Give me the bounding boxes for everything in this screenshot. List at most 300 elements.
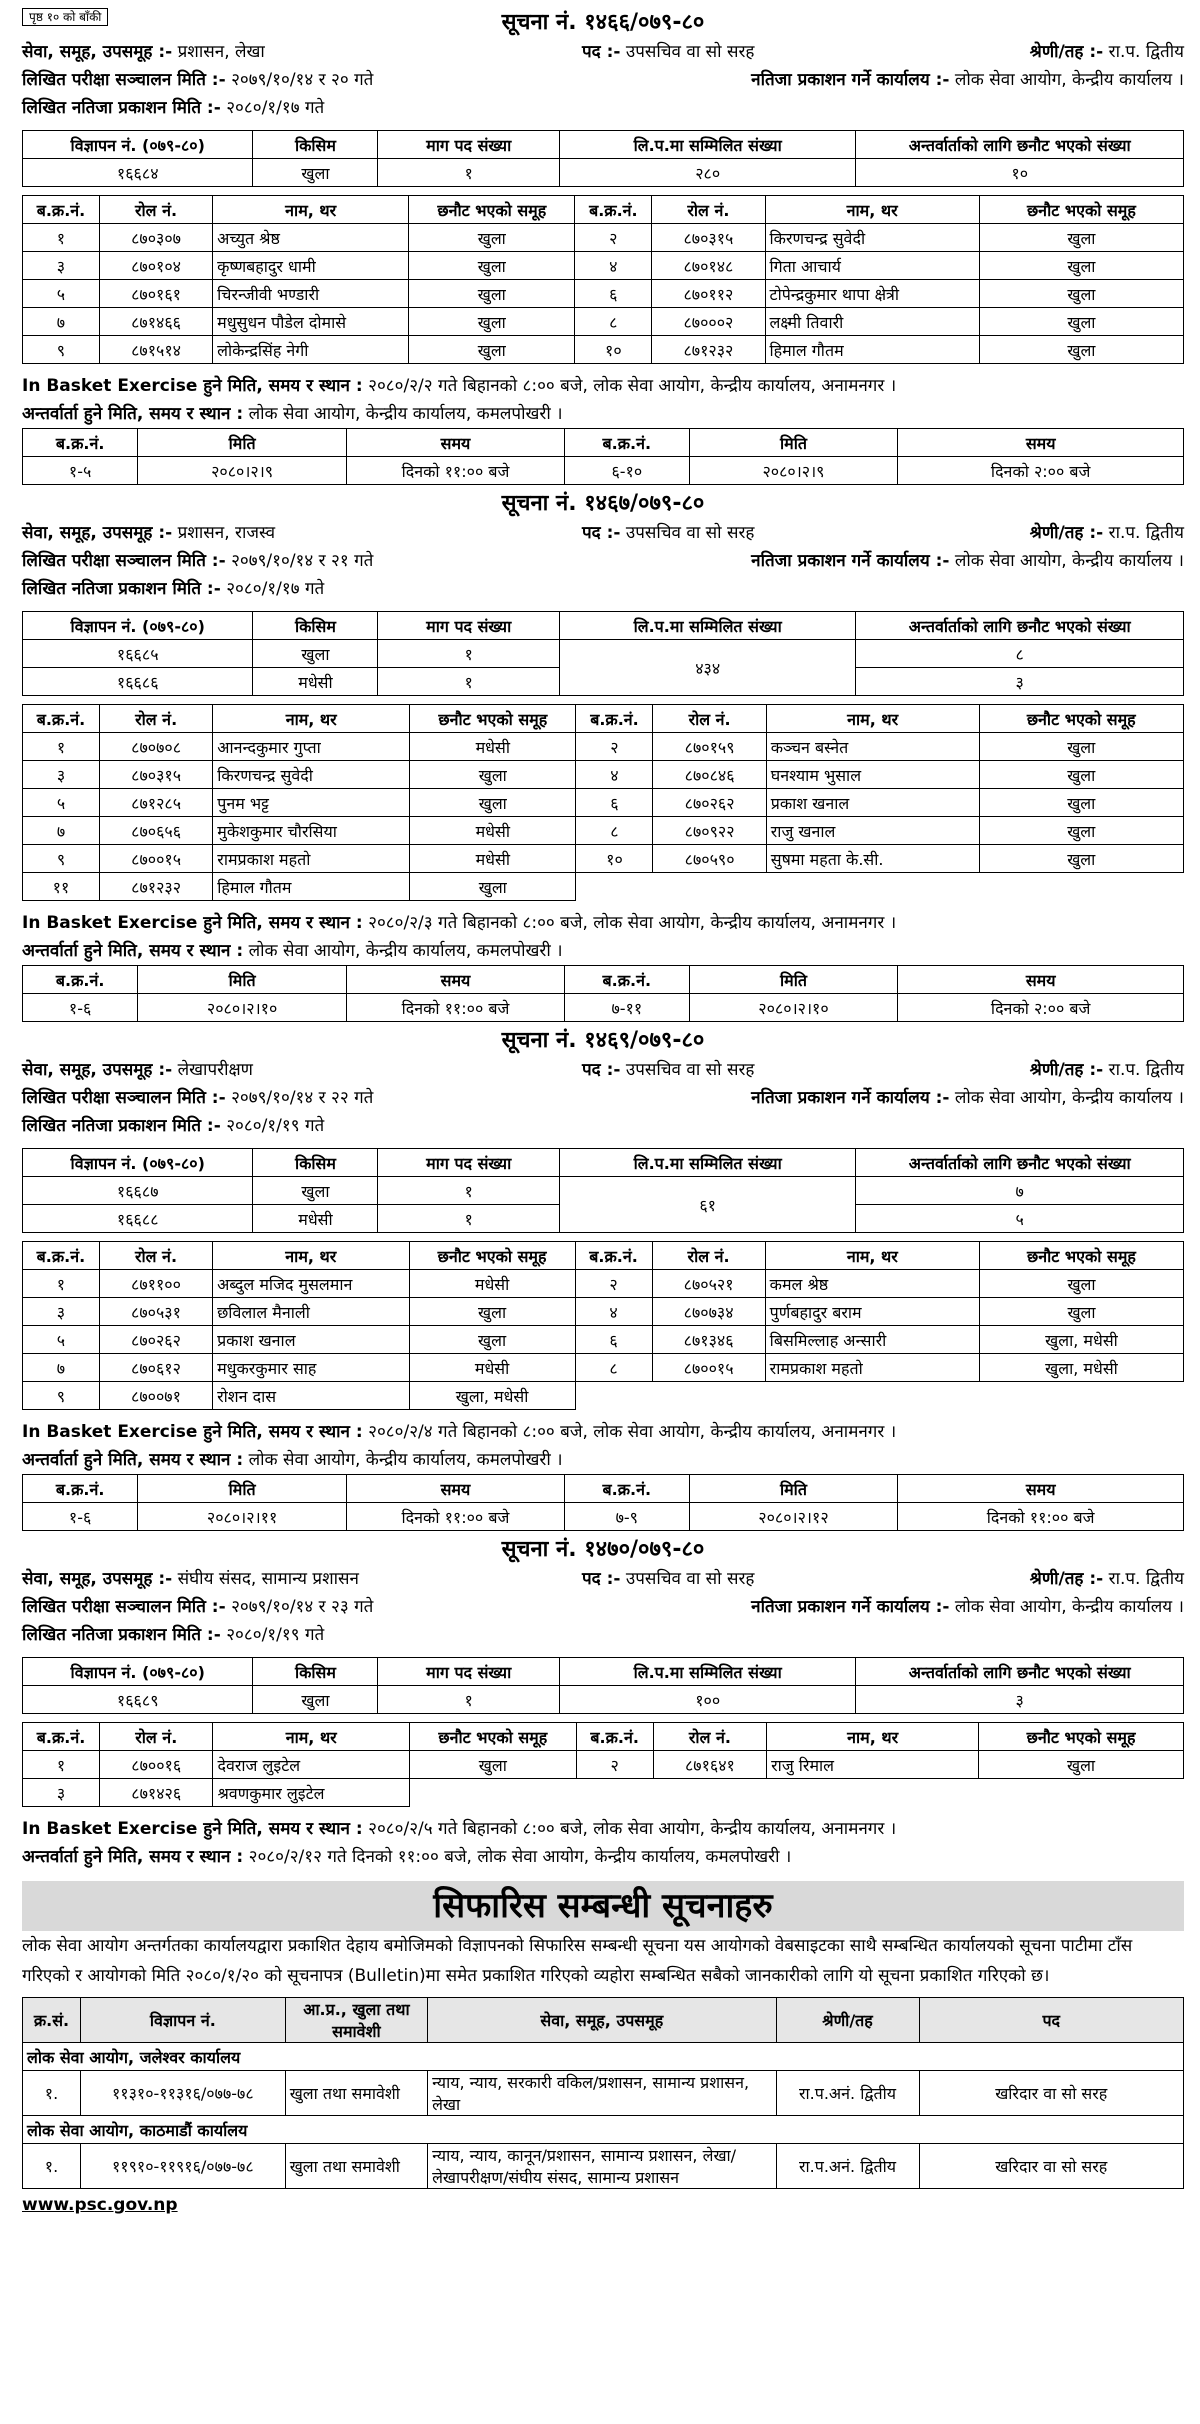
service-label: सेवा, समूह, उपसमूह :- — [22, 523, 173, 543]
table-row — [23, 761, 1184, 789]
table-cell: ८७११०० — [99, 1270, 212, 1298]
class-group — [1030, 519, 1184, 547]
class-label: श्रेणी/तह :- — [1029, 523, 1104, 543]
table-cell: खरिदार वा सो सरह — [919, 2144, 1184, 2189]
table-cell: गिता आचार्य — [765, 252, 979, 280]
table-cell: २०८०।२।१० — [138, 994, 347, 1022]
table-cell — [767, 1779, 979, 1807]
table-cell: खुला — [409, 224, 575, 252]
table-cell: १ — [23, 224, 100, 252]
column-header: छनौट भएको समूह — [979, 1723, 1184, 1751]
table-cell: सुषमा महता के.सी. — [766, 845, 979, 873]
service-value: लेखापरीक्षण — [177, 1060, 253, 1080]
recommendation-table — [22, 1997, 1184, 2189]
column-header: ब.क्र.नं. — [23, 196, 100, 224]
table-cell: ७ — [23, 308, 100, 336]
office-value: लोक सेवा आयोग, केन्द्रीय कार्यालय । — [954, 551, 1184, 571]
column-header: लि.प.मा सम्मिलित संख्या — [559, 612, 855, 640]
column-header: विज्ञापन नं. (०७९-८०) — [23, 612, 253, 640]
column-header: छनौट भएको समूह — [409, 196, 575, 224]
appeared-count: ४३४ — [559, 640, 855, 696]
table-cell: ४ — [576, 761, 653, 789]
notice-title: सूचना नं. १४६७/०७९-८० — [501, 491, 705, 516]
basket-exercise-line — [22, 1418, 1184, 1446]
service-group — [22, 1565, 359, 1593]
notice-meta-row — [22, 547, 1184, 575]
column-header: ब.क्र.नं. — [23, 1723, 100, 1751]
table-cell: खुला — [979, 845, 1183, 873]
table-cell: १ — [378, 668, 560, 696]
table-cell: किरणचन्द्र सुवेदी — [213, 761, 410, 789]
table-cell: खुला — [979, 224, 1183, 252]
candidate-table — [22, 1722, 1184, 1807]
table-cell: ८७०२६२ — [653, 789, 766, 817]
column-header: समय — [346, 966, 564, 994]
table-cell: ७ — [23, 817, 100, 845]
table-cell: रामप्रकाश महतो — [765, 1354, 979, 1382]
table-cell — [653, 873, 766, 901]
column-header: नाम, थर — [213, 196, 409, 224]
table-cell: ८७००७१ — [99, 1382, 212, 1410]
column-header: रोल नं. — [652, 1242, 765, 1270]
notice-meta-row — [22, 1056, 1184, 1084]
appeared-count: ६१ — [559, 1177, 855, 1233]
spacer — [22, 1410, 1184, 1418]
table-cell: बिसमिल्लाह अन्सारी — [765, 1326, 979, 1354]
table-cell: ११ — [23, 873, 100, 901]
post-label: पद :- — [582, 1060, 621, 1080]
table-cell — [766, 873, 979, 901]
table-cell: ६ — [575, 280, 652, 308]
table-cell: देवराज लुइटेल — [213, 1751, 410, 1779]
column-header: रोल नं. — [653, 1723, 766, 1751]
selected-count: ८ — [856, 640, 1184, 668]
table-cell: दिनको ११:०० बजे — [346, 457, 564, 485]
table-cell: ८७१२३२ — [99, 873, 212, 901]
advertisement-table — [22, 1148, 1184, 1233]
table-cell: मधुकरकुमार साह — [213, 1354, 409, 1382]
selected-count: ७ — [856, 1177, 1184, 1205]
table-row — [23, 1298, 1184, 1326]
table-cell: खरिदार वा सो सरह — [919, 2071, 1184, 2116]
office-label: नतिजा प्रकाशन गर्ने कार्यालय :- — [751, 1088, 950, 1108]
basket-exercise-line — [22, 1815, 1184, 1843]
table-row — [23, 1177, 1184, 1205]
advertisement-table — [22, 1657, 1184, 1714]
column-header: सेवा, समूह, उपसमूह — [428, 1998, 776, 2043]
table-cell — [653, 1779, 766, 1807]
post-label: पद :- — [582, 523, 621, 543]
notice-title: सूचना नं. १४६६/०७९-८० — [501, 10, 705, 35]
table-cell: चिरन्जीवी भण्डारी — [213, 280, 409, 308]
candidate-table — [22, 195, 1184, 364]
table-cell: ८७१२३२ — [652, 336, 765, 364]
notice-meta-row — [22, 1565, 1184, 1593]
exam-date-label: लिखित परीक्षा सञ्चालन मिति :- — [22, 1597, 226, 1617]
column-header: समय — [346, 1475, 564, 1503]
table-cell: प्रकाश खनाल — [766, 789, 979, 817]
table-cell: १ — [378, 1205, 560, 1233]
result-date-value: २०८०/१/१७ गते — [226, 579, 325, 599]
website-link[interactable]: www.psc.gov.np — [22, 2195, 178, 2215]
table-header-row — [23, 1149, 1184, 1177]
office-group — [751, 1593, 1184, 1621]
table-cell: १ — [23, 1751, 100, 1779]
spacer — [22, 603, 1184, 611]
column-header: छनौट भएको समूह — [979, 196, 1183, 224]
table-cell: १६६८९ — [23, 1686, 253, 1714]
table-row — [23, 640, 1184, 668]
table-cell: २०८०।२।९ — [689, 457, 898, 485]
table-row — [23, 994, 1184, 1022]
office-value: लोक सेवा आयोग, केन्द्रीय कार्यालय । — [954, 1088, 1184, 1108]
office-label: नतिजा प्रकाशन गर्ने कार्यालय :- — [751, 70, 950, 90]
interview-label: अन्तर्वार्ता हुने मिति, समय र स्थान : — [22, 941, 244, 961]
column-header: लि.प.मा सम्मिलित संख्या — [559, 131, 855, 159]
class-group — [1030, 38, 1184, 66]
spacer — [22, 1649, 1184, 1657]
table-cell: प्रकाश खनाल — [213, 1326, 409, 1354]
column-header: किसिम — [253, 612, 378, 640]
table-cell: ३ — [23, 252, 100, 280]
table-cell: दिनको ११:०० बजे — [898, 1503, 1184, 1531]
advertisement-table — [22, 611, 1184, 696]
advertisement-table — [22, 130, 1184, 187]
spacer — [22, 1807, 1184, 1815]
exam-date-label: लिखित परीक्षा सञ्चालन मिति :- — [22, 70, 226, 90]
notice-meta-row — [22, 38, 1184, 66]
table-cell: १. — [23, 2071, 81, 2116]
table-cell: १६६८४ — [23, 159, 253, 187]
table-row — [23, 1382, 1184, 1410]
basket-label: In Basket Exercise हुने मिति, समय र स्थान : — [22, 913, 363, 933]
table-cell: दिनको ११:०० बजे — [346, 1503, 564, 1531]
table-cell: १ — [378, 1686, 560, 1714]
table-cell: ८७०८४६ — [653, 761, 766, 789]
table-cell: ८७००१५ — [99, 845, 212, 873]
basket-label: In Basket Exercise हुने मिति, समय र स्थान : — [22, 376, 363, 396]
table-cell: ८७१४२६ — [100, 1779, 213, 1807]
basket-value: २०८०/२/५ गते बिहानको ८:०० बजे, लोक सेवा आयोग, केन्द्रीय कार्यालय, अनामनगर । — [368, 1819, 897, 1839]
table-cell — [409, 1779, 576, 1807]
selected-count: ५ — [856, 1205, 1184, 1233]
column-header: माग पद संख्या — [378, 612, 560, 640]
interview-value: लोक सेवा आयोग, केन्द्रीय कार्यालय, कमलपोखरी । — [248, 1450, 563, 1470]
column-header: छनौट भएको समूह — [979, 1242, 1183, 1270]
selected-count: १० — [856, 159, 1184, 187]
result-date-group — [22, 1112, 324, 1140]
table-cell: कृष्णबहादुर धामी — [213, 252, 409, 280]
table-cell: ८७०९२२ — [653, 817, 766, 845]
table-cell: पुर्णबहादुर बराम — [765, 1298, 979, 1326]
table-cell: ८७०२६२ — [99, 1326, 212, 1354]
table-cell: मधुसुधन पौडेल दोमासे — [213, 308, 409, 336]
table-row — [23, 1686, 1184, 1714]
table-row — [23, 1503, 1184, 1531]
table-cell: रा.प.अनं. द्वितीय — [776, 2071, 919, 2116]
basket-label: In Basket Exercise हुने मिति, समय र स्थान : — [22, 1819, 363, 1839]
column-header: किसिम — [253, 1149, 378, 1177]
spacer — [22, 364, 1184, 372]
service-group — [22, 38, 265, 66]
column-header: पद — [919, 1998, 1184, 2043]
table-cell: मधेसी — [410, 817, 576, 845]
column-header: नाम, थर — [213, 1242, 409, 1270]
table-cell: खुला — [409, 1298, 575, 1326]
column-header: नाम, थर — [765, 1242, 979, 1270]
table-cell: ११९१०-११९१६/०७७-७८ — [80, 2144, 285, 2189]
post-group — [582, 1565, 754, 1593]
table-cell — [979, 1779, 1184, 1807]
spacer — [22, 1871, 1184, 1875]
column-header: मिति — [138, 966, 347, 994]
table-cell: कमल श्रेष्ठ — [765, 1270, 979, 1298]
column-header: श्रेणी/तह — [776, 1998, 919, 2043]
column-header: अन्तर्वार्ताको लागि छनौट भएको संख्या — [856, 131, 1184, 159]
interview-schedule-table — [22, 1474, 1184, 1531]
column-header: मिति — [689, 429, 898, 457]
basket-value: २०८०/२/२ गते बिहानको ८:०० बजे, लोक सेवा आयोग, केन्द्रीय कार्यालय, अनामनगर । — [368, 376, 897, 396]
table-cell: ८७०६१२ — [99, 1354, 212, 1382]
exam-date-value: २०७९/१०/१४ र २२ गते — [231, 1088, 374, 1108]
office-label: नतिजा प्रकाशन गर्ने कार्यालय :- — [751, 551, 950, 571]
table-cell: ५ — [23, 1326, 100, 1354]
table-cell: मुकेशकुमार चौरसिया — [213, 817, 410, 845]
column-header: किसिम — [253, 1658, 378, 1686]
table-cell: आनन्दकुमार गुप्ता — [213, 733, 410, 761]
table-cell: खुला — [409, 336, 575, 364]
class-value: रा.प. द्वितीय — [1108, 1060, 1184, 1080]
table-cell: ८७१३४६ — [652, 1326, 765, 1354]
table-cell: खुला, मधेसी — [409, 1382, 575, 1410]
table-cell: १६६८६ — [23, 668, 253, 696]
table-cell: खुला — [409, 1326, 575, 1354]
post-group — [582, 38, 754, 66]
spacer — [22, 122, 1184, 130]
table-cell: ८७०७०८ — [99, 733, 212, 761]
exam-date-value: २०७९/१०/१४ र २१ गते — [231, 551, 374, 571]
class-group — [1030, 1565, 1184, 1593]
table-row — [23, 2144, 1184, 2189]
spacer — [22, 1140, 1184, 1148]
notice-section — [22, 489, 1184, 1026]
table-header-row — [23, 196, 1184, 224]
table-row — [23, 1779, 1184, 1807]
class-label: श्रेणी/तह :- — [1029, 42, 1104, 62]
table-cell: पुनम भट्ट — [213, 789, 410, 817]
table-cell: खुला — [253, 159, 378, 187]
interview-schedule-table — [22, 965, 1184, 1022]
column-header: रोल नं. — [99, 705, 212, 733]
service-label: सेवा, समूह, उपसमूह :- — [22, 42, 173, 62]
result-date-value: २०८०/१/१९ गते — [226, 1116, 325, 1136]
table-cell: १० — [575, 336, 652, 364]
table-cell: ८७०३१५ — [652, 224, 765, 252]
class-value: रा.प. द्वितीय — [1108, 42, 1184, 62]
exam-date-label: लिखित परीक्षा सञ्चालन मिति :- — [22, 1088, 226, 1108]
table-header-row — [23, 705, 1184, 733]
table-cell: ८७०००२ — [652, 308, 765, 336]
table-cell: ८७१२८५ — [99, 789, 212, 817]
table-cell: न्याय, न्याय, कानून/प्रशासन, सामान्य प्रशासन, लेखा/लेखापरीक्षण/संघीय संसद, सामान्य प्रशासन — [428, 2144, 776, 2189]
table-cell: ८७०५२१ — [652, 1270, 765, 1298]
column-header: क्र.सं. — [23, 1998, 81, 2043]
table-cell: खुला — [979, 733, 1183, 761]
column-header: माग पद संख्या — [378, 1149, 560, 1177]
basket-label: In Basket Exercise हुने मिति, समय र स्थान : — [22, 1422, 363, 1442]
column-header: आ.प्र., खुला तथा समावेशी — [285, 1998, 427, 2043]
post-label: पद :- — [582, 1569, 621, 1589]
notice-meta-row — [22, 519, 1184, 547]
post-label: पद :- — [582, 42, 621, 62]
table-header-row — [23, 1658, 1184, 1686]
column-header: ब.क्र.नं. — [576, 1723, 653, 1751]
table-cell: ३ — [23, 761, 100, 789]
interview-line — [22, 400, 1184, 428]
selected-count: ३ — [856, 1686, 1184, 1714]
table-cell: २ — [576, 1751, 653, 1779]
table-cell — [575, 1382, 652, 1410]
table-cell: ६ — [576, 789, 653, 817]
table-cell: राजु रिमाल — [767, 1751, 979, 1779]
table-cell: ८७०५३१ — [99, 1298, 212, 1326]
exam-date-value: २०७९/१०/१४ र २० गते — [231, 70, 374, 90]
table-cell: दिनको २:०० बजे — [898, 457, 1184, 485]
office-group — [751, 547, 1184, 575]
table-cell: ८७०५९० — [653, 845, 766, 873]
column-header: विज्ञापन नं. — [80, 1998, 285, 2043]
notice-section — [22, 1535, 1184, 1875]
result-date-group — [22, 1621, 324, 1649]
table-cell: लक्ष्मी तिवारी — [765, 308, 979, 336]
page-continuation-tag: पृष्ठ १० को बाँकी — [22, 8, 108, 26]
table-cell: ४ — [575, 252, 652, 280]
table-cell — [979, 1382, 1183, 1410]
table-cell: अब्दुल मजिद मुसलमान — [213, 1270, 409, 1298]
column-header: रोल नं. — [99, 1242, 212, 1270]
table-row — [23, 336, 1184, 364]
table-cell: २०८०।२।१२ — [689, 1503, 898, 1531]
interview-line — [22, 937, 1184, 965]
table-cell: २ — [575, 1270, 652, 1298]
exam-date-group — [22, 1084, 373, 1112]
table-cell: ८ — [576, 817, 653, 845]
exam-date-value: २०७९/१०/१४ र २३ गते — [231, 1597, 374, 1617]
table-header-row — [23, 1998, 1184, 2043]
notice-meta-row — [22, 66, 1184, 94]
table-cell: श्रवणकुमार लुइटेल — [213, 1779, 410, 1807]
table-cell: ८ — [575, 308, 652, 336]
table-cell: १ — [23, 1270, 100, 1298]
table-cell: खुला, मधेसी — [979, 1354, 1183, 1382]
post-group — [582, 519, 754, 547]
office-name: लोक सेवा आयोग, जलेश्वर कार्यालय — [23, 2043, 1184, 2071]
table-cell — [652, 1382, 765, 1410]
table-row — [23, 224, 1184, 252]
candidate-table — [22, 704, 1184, 901]
column-header: नाम, थर — [766, 705, 979, 733]
table-cell: १-६ — [23, 994, 138, 1022]
service-group — [22, 1056, 253, 1084]
table-cell: १-५ — [23, 457, 138, 485]
table-cell: २ — [575, 224, 652, 252]
result-date-label: लिखित नतिजा प्रकाशन मिति :- — [22, 98, 221, 118]
table-cell: १-६ — [23, 1503, 138, 1531]
table-cell: ७-९ — [564, 1503, 689, 1531]
column-header: समय — [898, 429, 1184, 457]
recommendation-paragraph: लोक सेवा आयोग अन्तर्गतका कार्यालयद्वारा प्रकाशित देहाय बमोजिमको विज्ञापनको सिफारिस सम्बन्धी सूचना यस आयोगको वेबसाइटका साथै सम्बन्धित कार्यालयको सूचना पाटीमा टाँस गरिएको र आयोगको मिति २०८०/१/२० को सूचनापत्र (Bulletin)मा समेत प्रकाशित गरिएको व्यहोरा सम्बन्धित सबैको जानकारीको लागि यो सूचना प्रकाशित गरिएको छ। — [22, 1936, 1133, 1986]
office-category-row — [23, 2043, 1184, 2071]
table-cell: रोशन दास — [213, 1382, 409, 1410]
column-header: मिति — [138, 429, 347, 457]
table-cell: न्याय, न्याय, सरकारी वकिल/प्रशासन, सामान्य प्रशासन, लेखा — [428, 2071, 776, 2116]
table-row — [23, 2071, 1184, 2116]
column-header: ब.क्र.नं. — [23, 429, 138, 457]
column-header: छनौट भएको समूह — [979, 705, 1183, 733]
table-cell: ५ — [23, 789, 100, 817]
recommendation-section — [22, 1881, 1184, 2189]
service-value: प्रशासन, राजस्व — [177, 523, 276, 543]
result-date-label: लिखित नतिजा प्रकाशन मिति :- — [22, 1116, 221, 1136]
table-cell: कञ्चन बस्नेत — [766, 733, 979, 761]
interview-label: अन्तर्वार्ता हुने मिति, समय र स्थान : — [22, 404, 244, 424]
column-header: मिति — [689, 1475, 898, 1503]
column-header: ब.क्र.नं. — [575, 1242, 652, 1270]
column-header: अन्तर्वार्ताको लागि छनौट भएको संख्या — [856, 1149, 1184, 1177]
table-row — [23, 733, 1184, 761]
interview-label: अन्तर्वार्ता हुने मिति, समय र स्थान : — [22, 1847, 244, 1867]
column-header: माग पद संख्या — [378, 1658, 560, 1686]
post-group — [582, 1056, 754, 1084]
column-header: ब.क्र.नं. — [564, 1475, 689, 1503]
table-header-row — [23, 131, 1184, 159]
table-header-row — [23, 1242, 1184, 1270]
column-header: रोल नं. — [653, 705, 766, 733]
table-row — [23, 789, 1184, 817]
table-cell: खुला — [979, 789, 1183, 817]
column-header: ब.क्र.नं. — [23, 1475, 138, 1503]
table-cell: खुला — [409, 280, 575, 308]
table-cell: रा.प.अनं. द्वितीय — [776, 2144, 919, 2189]
table-cell: खुला — [253, 1177, 378, 1205]
table-cell: खुला — [253, 640, 378, 668]
interview-value: लोक सेवा आयोग, केन्द्रीय कार्यालय, कमलपोखरी । — [248, 404, 563, 424]
table-cell: ८७००१६ — [100, 1751, 213, 1779]
table-cell: मधेसी — [410, 845, 576, 873]
table-cell: खुला — [979, 336, 1183, 364]
office-value: लोक सेवा आयोग, केन्द्रीय कार्यालय । — [954, 1597, 1184, 1617]
service-value: प्रशासन, लेखा — [177, 42, 265, 62]
exam-date-group — [22, 1593, 373, 1621]
table-cell: हिमाल गौतम — [765, 336, 979, 364]
table-cell — [576, 873, 653, 901]
table-cell: २०८०।२।९ — [138, 457, 347, 485]
table-cell: ८७०१५९ — [653, 733, 766, 761]
table-cell: खुला — [409, 252, 575, 280]
column-header: छनौट भएको समूह — [410, 705, 576, 733]
table-row — [23, 873, 1184, 901]
spacer — [22, 1714, 1184, 1722]
table-cell: १६६८५ — [23, 640, 253, 668]
spacer — [22, 901, 1184, 909]
office-group — [751, 1084, 1184, 1112]
table-cell: मधेसी — [410, 733, 576, 761]
column-header: लि.प.मा सम्मिलित संख्या — [559, 1149, 855, 1177]
spacer — [22, 1233, 1184, 1241]
notice-title: सूचना नं. १४६९/०७९-८० — [501, 1028, 705, 1053]
table-cell — [979, 873, 1183, 901]
notices-container — [22, 8, 1184, 1875]
